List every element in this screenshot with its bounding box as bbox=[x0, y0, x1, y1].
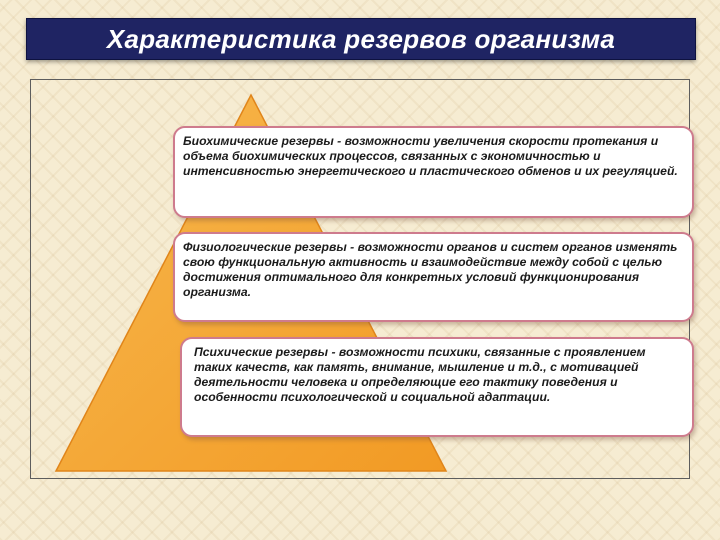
biochemical-reserves-text: Биохимические резервы - возможности увеличения скорости протекания и объема биохимических процессов, связанных с экономичностью и интенсивностью энергетического и пластического обменов и их регуляцией. bbox=[183, 134, 678, 178]
psychological-reserves-text: Психические резервы - возможности психики, связанные с проявлением таких качеств, как память, внимание, мышление и т.д., с мотивацией деятельности человека и определяющие его тактику поведения и особенности психологической и социальной адаптации. bbox=[194, 345, 646, 404]
page-title: Характеристика резервов организма bbox=[106, 24, 616, 54]
biochemical-reserves-box bbox=[173, 126, 694, 218]
physiological-reserves-box bbox=[173, 232, 694, 322]
physiological-reserves-text: Физиологические резервы - возможности органов и систем органов изменять свою функциональную активность и взаимодействие между собой с целью достижения оптимального для конкретных условий функционирования организма. bbox=[183, 240, 678, 299]
psychological-reserves-box bbox=[180, 337, 694, 437]
